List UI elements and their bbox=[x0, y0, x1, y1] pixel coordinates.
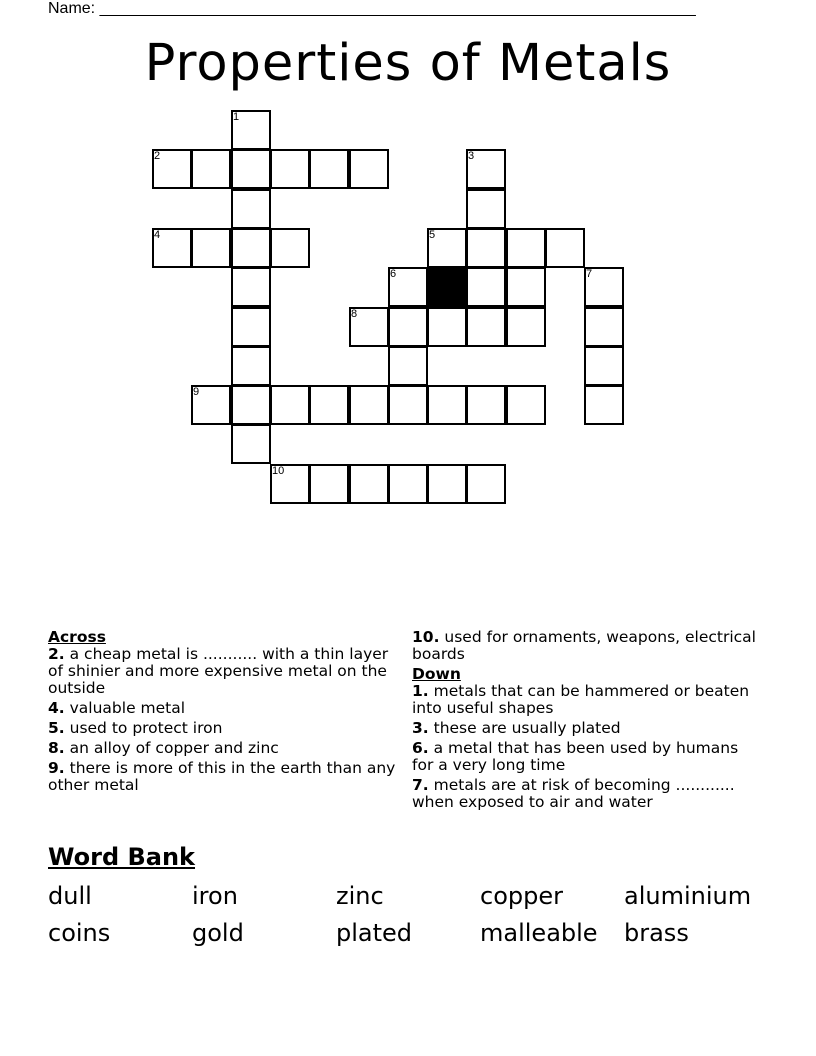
crossword-cell[interactable] bbox=[466, 307, 506, 347]
clue-number-5: 5 bbox=[429, 229, 436, 241]
word-bank-word: brass bbox=[624, 919, 689, 947]
name-field[interactable]: Name: ___________________________________________________________________ bbox=[48, 0, 696, 17]
clues-right-column bbox=[412, 629, 764, 814]
crossword-cell[interactable] bbox=[231, 307, 271, 347]
clue-number-8: 8 bbox=[351, 308, 358, 320]
crossword-cell[interactable] bbox=[545, 228, 585, 268]
crossword-cell[interactable] bbox=[231, 228, 271, 268]
crossword-cell[interactable] bbox=[584, 385, 624, 425]
crossword-blocked-cell bbox=[427, 267, 467, 307]
crossword-cell[interactable] bbox=[506, 267, 546, 307]
crossword-cell[interactable] bbox=[466, 189, 506, 229]
crossword-cell[interactable] bbox=[388, 346, 428, 386]
clue-down-7: 7. metals are at risk of becoming ............ when exposed to air and water bbox=[412, 776, 735, 811]
clue-number-7: 7 bbox=[586, 268, 593, 280]
crossword-cell[interactable] bbox=[231, 149, 271, 189]
clue-down-1: 1. metals that can be hammered or beaten into useful shapes bbox=[412, 682, 750, 717]
word-bank-word: gold bbox=[192, 919, 244, 947]
crossword-cell[interactable] bbox=[270, 228, 310, 268]
crossword-cell[interactable] bbox=[427, 307, 467, 347]
crossword-cell[interactable] bbox=[388, 464, 428, 504]
crossword-cell[interactable] bbox=[388, 307, 428, 347]
word-bank-title: Word Bank bbox=[48, 843, 196, 871]
crossword-cell[interactable] bbox=[466, 464, 506, 504]
clues-left-column bbox=[48, 629, 400, 797]
clue-down-3: 3. these are usually plated bbox=[412, 719, 621, 737]
word-bank-word: plated bbox=[336, 919, 413, 947]
crossword-cell[interactable] bbox=[231, 189, 271, 229]
clue-across-2: 2. a cheap metal is ........... with a thin layer of shinier and more expensive metal on the outside bbox=[48, 645, 389, 697]
crossword-cell[interactable] bbox=[191, 149, 231, 189]
crossword-cell[interactable] bbox=[309, 464, 349, 504]
clue-number-4: 4 bbox=[154, 229, 161, 241]
crossword-cell[interactable] bbox=[231, 346, 271, 386]
crossword-cell[interactable] bbox=[506, 228, 546, 268]
down-heading: Down bbox=[412, 665, 461, 683]
page-title: Properties of Metals bbox=[144, 34, 672, 93]
crossword-cell[interactable] bbox=[388, 385, 428, 425]
crossword-cell[interactable] bbox=[584, 307, 624, 347]
clue-number-6: 6 bbox=[390, 268, 397, 280]
crossword-cell[interactable] bbox=[231, 267, 271, 307]
clue-number-9: 9 bbox=[193, 386, 200, 398]
crossword-cell[interactable] bbox=[309, 385, 349, 425]
crossword-cell[interactable] bbox=[231, 424, 271, 464]
clue-across-9: 9. there is more of this in the earth than any other metal bbox=[48, 759, 396, 794]
crossword-cell[interactable] bbox=[466, 267, 506, 307]
crossword-cell[interactable] bbox=[427, 385, 467, 425]
word-bank-word: malleable bbox=[480, 919, 598, 947]
crossword-cell[interactable] bbox=[506, 307, 546, 347]
clue-number-3: 3 bbox=[468, 150, 475, 162]
word-bank-word: zinc bbox=[336, 882, 384, 910]
crossword-cell[interactable] bbox=[349, 385, 389, 425]
clue-number-1: 1 bbox=[233, 111, 240, 123]
crossword-cell[interactable] bbox=[349, 149, 389, 189]
crossword-cell[interactable] bbox=[349, 464, 389, 504]
crossword-cell[interactable] bbox=[191, 228, 231, 268]
clue-across-10: 10. used for ornaments, weapons, electrical boards bbox=[412, 628, 756, 663]
word-bank-word: aluminium bbox=[624, 882, 752, 910]
clue-across-5: 5. used to protect iron bbox=[48, 719, 223, 737]
crossword-cell[interactable] bbox=[466, 385, 506, 425]
word-bank-word: dull bbox=[48, 882, 92, 910]
crossword-cell[interactable] bbox=[427, 464, 467, 504]
clue-across-4: 4. valuable metal bbox=[48, 699, 186, 717]
across-heading: Across bbox=[48, 628, 106, 646]
word-bank-word: iron bbox=[192, 882, 238, 910]
crossword-cell[interactable] bbox=[270, 149, 310, 189]
crossword-cell[interactable] bbox=[506, 385, 546, 425]
clue-number-10: 10 bbox=[272, 465, 285, 477]
word-bank-word: copper bbox=[480, 882, 563, 910]
word-bank-word: coins bbox=[48, 919, 111, 947]
clue-number-2: 2 bbox=[154, 150, 161, 162]
crossword-cell[interactable] bbox=[231, 385, 271, 425]
clue-across-8: 8. an alloy of copper and zinc bbox=[48, 739, 279, 757]
clue-down-6: 6. a metal that has been used by humans for a very long time bbox=[412, 739, 739, 774]
crossword-cell[interactable] bbox=[466, 228, 506, 268]
crossword-cell[interactable] bbox=[309, 149, 349, 189]
crossword-cell[interactable] bbox=[584, 346, 624, 386]
crossword-cell[interactable] bbox=[270, 385, 310, 425]
